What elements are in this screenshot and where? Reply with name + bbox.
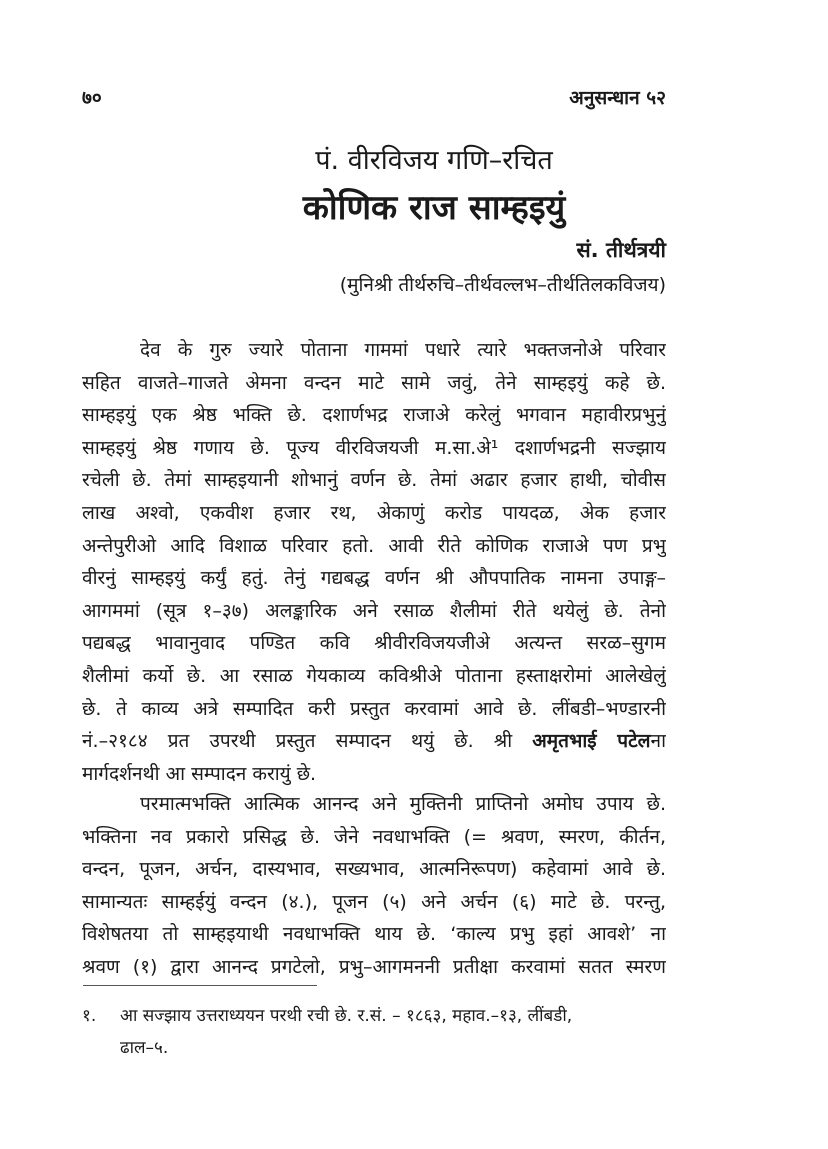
footnote-text-line: ढाल–५.: [120, 1038, 169, 1058]
text-line: लाख अश्वो, एकवीश हजार रथ, अेकाणुं करोड पायदळ, अेक हजार: [82, 501, 666, 524]
footnote-text-line: आ सज्झाय उत्तराध्ययन परथी रची छे. र.सं. – १८६३, महाव.–१३, लींबडी,: [120, 1006, 573, 1026]
text-line: श्रवण (१) द्वारा आनन्द प्रगटेलो, प्रभु–आगमननी प्रतीक्षा करवामां सतत स्मरण: [82, 955, 666, 978]
text-line: शैलीमां कर्यो छे. आ रसाळ गेयकाव्य कविश्रीअे पोताना हस्ताक्षरोमां आलेखेलुं: [82, 664, 666, 687]
text-line: रचेली छे. तेमां साम्हइयानी शोभानुं वर्णन छे. तेमां अढार हजार हाथी, चोवीस: [82, 469, 666, 492]
text-line: मार्गदर्शनथी आ सम्पादन करायुं छे.: [82, 762, 317, 785]
text-segment: नं.–२१८४ प्रत उपरथी प्रस्तुत सम्पादन थयुं छे. श्री: [82, 730, 533, 753]
text-line: परमात्मभक्ति आत्मिक आनन्द अने मुक्तिनी प्राप्तिनो अमोघ उपाय छे.: [140, 793, 666, 815]
text-line: छे. ते काव्य अत्रे सम्पादित करी प्रस्तुत करवामां आवे छे. लींबडी–भण्डारनी: [82, 697, 666, 720]
text-line: सामान्यतः साम्हईयुं वन्दन (४.), पूजन (५) अने अर्चन (६) माटे छे. परन्तु,: [82, 890, 666, 913]
text-line: साम्हइयुं एक श्रेष्ठ भक्ति छे. दशार्णभद्र राजाअे करेलुं भगवान महावीरप्रभुनुं: [82, 404, 666, 427]
editor-name: सं. तीर्थत्रयी: [576, 238, 666, 262]
text-line: आगममां (सूत्र १–३७) अलङ्कारिक अने रसाळ शैलीमां रीते थयेलुं छे. तेनो: [82, 599, 666, 622]
text-line: विशेषतया तो साम्हइयाथी नवधाभक्ति थाय छे. ‘काल्य प्रभु इहां आवशे’ ना: [82, 923, 666, 946]
paragraph-2: [82, 788, 666, 984]
text-line: वन्दन, पूजन, अर्चन, दास्यभाव, सख्यभाव, आत्मनिरूपण) कहेवामां आवे छे.: [82, 858, 666, 881]
footnote-marker: १.: [82, 1006, 97, 1026]
paragraph-1: [82, 334, 666, 790]
text-line: साम्हइयुं श्रेष्ठ गणाय छे. पूज्य वीरविजयजी म.सा.अे¹ दशार्णभद्रनी सज्झाय: [82, 436, 666, 459]
text-line: पद्यबद्ध भावानुवाद पण्डित कवि श्रीवीरविजयजीअे अत्यन्त सरळ–सुगम: [82, 632, 666, 655]
editor-names-detail: (मुनिश्री तीर्थरुचि–तीर्थवल्लभ–तीर्थतिलकविजय): [339, 274, 666, 296]
footnote-1: [82, 1000, 672, 1064]
page-number: ७०: [82, 87, 102, 109]
text-segment: ना: [650, 730, 666, 753]
title-attribution: पं. वीरविजय गणि–रचित: [315, 145, 553, 176]
text-line: अन्तेपुरीओ आदि विशाळ परिवार हतो. आवी रीते कोणिक राजाअे पण प्रभु: [82, 534, 666, 557]
text-line: सहित वाजते–गाजते अेमना वन्दन माटे सामे जवुं, तेने साम्हइयुं कहे छे.: [82, 371, 666, 394]
page-title: कोणिक राज साम्हइयुं: [302, 188, 566, 228]
text-line: वीरनुं साम्हइयुं कर्युं हतुं. तेनुं गद्यबद्ध वर्णन श्री औपपातिक नामना उपाङ्ग–: [82, 567, 666, 590]
text-line: भक्तिना नव प्रकारो प्रसिद्ध छे. जेने नवधाभक्ति (= श्रवण, स्मरण, कीर्तन,: [82, 825, 666, 848]
text-line: [82, 725, 666, 758]
footnote-divider: [83, 985, 317, 986]
bold-name: अमृतभाई पटेल: [532, 730, 651, 753]
text-line: देव के गुरु ज्यारे पोताना गाममां पधारे त्यारे भक्तजनोअे परिवार: [140, 339, 666, 361]
running-title: अनुसन्धान ५२: [569, 87, 666, 109]
